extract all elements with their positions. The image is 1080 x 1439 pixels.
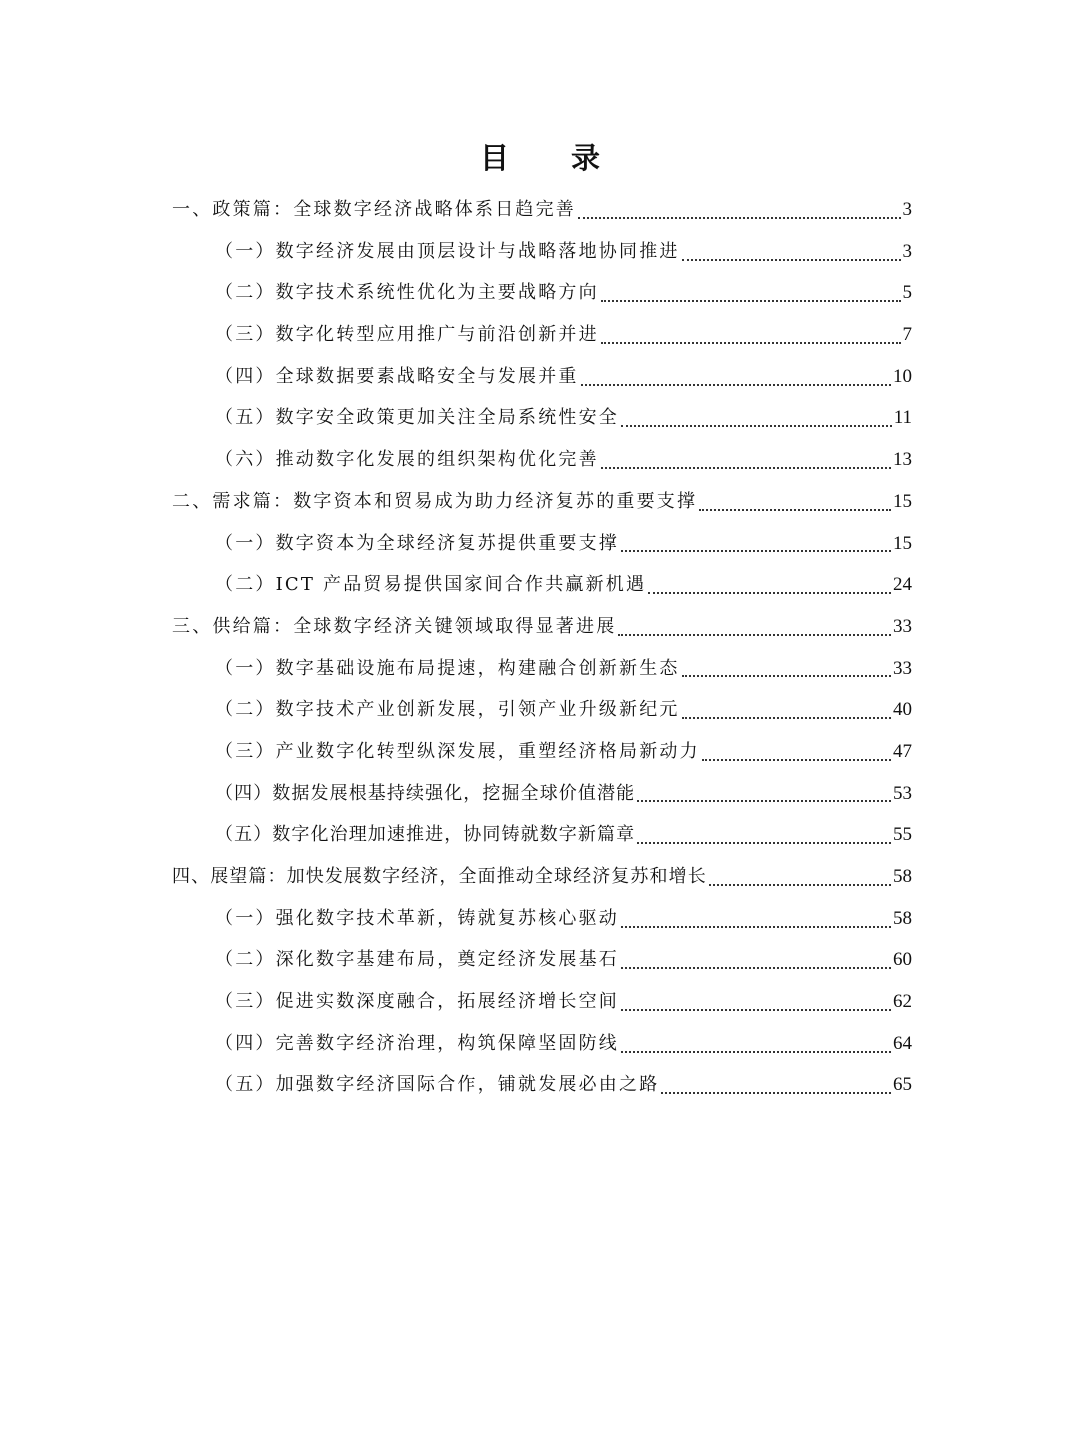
toc-entry-3-1[interactable] bbox=[172, 648, 912, 690]
toc-entry-text: （一）数字资本为全球经济复苏提供重要支撑 bbox=[215, 532, 619, 554]
toc-page-number: 58 bbox=[893, 907, 912, 929]
toc-entry-4-3[interactable] bbox=[172, 981, 912, 1023]
toc-page-number: 11 bbox=[893, 407, 912, 429]
toc-entry-text: （一）数字基础设施布局提速，构建融合创新新生态 bbox=[215, 657, 680, 679]
toc-entry-part-1[interactable] bbox=[172, 189, 912, 231]
dot-leader bbox=[621, 926, 891, 928]
dot-leader bbox=[648, 592, 891, 594]
toc-entry-text: （五）加强数字经济国际合作，铺就发展必由之路 bbox=[215, 1074, 660, 1096]
toc-entry-2-2[interactable] bbox=[172, 564, 912, 606]
dot-leader bbox=[601, 467, 891, 469]
toc-title: 目 录 bbox=[479, 141, 627, 175]
dot-leader bbox=[621, 425, 892, 427]
toc-entry-1-1[interactable] bbox=[172, 231, 912, 273]
toc-entry-part-2[interactable] bbox=[172, 481, 912, 523]
toc-entry-3-4[interactable] bbox=[172, 773, 912, 815]
toc-page-number: 53 bbox=[893, 782, 912, 804]
toc-entry-text: （三）产业数字化转型纵深发展，重塑经济格局新动力 bbox=[215, 740, 700, 762]
toc-entry-2-1[interactable] bbox=[172, 523, 912, 565]
toc-entry-4-4[interactable] bbox=[172, 1023, 912, 1065]
toc-page-number: 33 bbox=[893, 657, 912, 679]
dot-leader bbox=[699, 509, 891, 511]
dot-leader bbox=[682, 675, 891, 677]
dot-leader bbox=[581, 384, 891, 386]
dot-leader bbox=[682, 259, 901, 261]
toc-entry-3-3[interactable] bbox=[172, 731, 912, 773]
toc-entry-3-2[interactable] bbox=[172, 689, 912, 731]
toc-page-number: 3 bbox=[902, 240, 912, 262]
toc-entry-3-5[interactable] bbox=[172, 814, 912, 856]
toc-entry-text: （一）强化数字技术革新，铸就复苏核心驱动 bbox=[215, 907, 619, 929]
dot-leader bbox=[621, 550, 891, 552]
toc-entry-4-5[interactable] bbox=[172, 1064, 912, 1106]
toc-page-number: 15 bbox=[893, 532, 912, 554]
toc-page-number: 13 bbox=[893, 449, 912, 471]
toc-page-number: 33 bbox=[893, 615, 912, 637]
toc-entry-text: 一、政策篇：全球数字经济战略体系日趋完善 bbox=[172, 199, 576, 220]
dot-leader bbox=[621, 1009, 891, 1011]
toc-entry-1-3[interactable] bbox=[172, 314, 912, 356]
toc-entry-text: 四、展望篇：加快发展数字经济，全面推动全球经济复苏和增长 bbox=[172, 866, 707, 887]
dot-leader bbox=[578, 217, 901, 219]
toc-entry-text: 三、供给篇：全球数字经济关键领域取得显著进展 bbox=[172, 615, 617, 637]
toc-entry-text: 二、需求篇：数字资本和贸易成为助力经济复苏的重要支撑 bbox=[172, 490, 698, 512]
dot-leader bbox=[661, 1092, 891, 1094]
toc-page-number: 24 bbox=[893, 574, 912, 596]
toc-entry-text: （二）ICT 产品贸易提供国家间合作共赢新机遇 bbox=[215, 574, 647, 596]
toc-entry-text: （三）促进实数深度融合，拓展经济增长空间 bbox=[215, 991, 619, 1013]
toc-page-number: 5 bbox=[902, 282, 912, 304]
toc-page-number: 60 bbox=[893, 949, 912, 971]
toc-list bbox=[172, 189, 912, 1106]
toc-entry-text: （四）全球数据要素战略安全与发展并重 bbox=[215, 365, 579, 387]
toc-entry-part-4[interactable] bbox=[172, 856, 912, 898]
toc-entry-text: （二）数字技术系统性优化为主要战略方向 bbox=[215, 282, 599, 304]
toc-page-number: 15 bbox=[893, 490, 912, 512]
toc-entry-text: （二）数字技术产业创新发展，引领产业升级新纪元 bbox=[215, 699, 680, 721]
toc-page-number: 65 bbox=[893, 1074, 912, 1096]
dot-leader bbox=[601, 300, 901, 302]
toc-entry-text: （四）完善数字经济治理，构筑保障坚固防线 bbox=[215, 1032, 619, 1054]
toc-entry-1-4[interactable] bbox=[172, 356, 912, 398]
toc-page-number: 7 bbox=[902, 324, 912, 346]
toc-entry-text: （四）数据发展根基持续强化，挖掘全球价值潜能 bbox=[215, 782, 636, 804]
toc-entry-1-5[interactable] bbox=[172, 397, 912, 439]
toc-entry-1-6[interactable] bbox=[172, 439, 912, 481]
toc-page-number: 58 bbox=[893, 866, 912, 887]
toc-page-number: 3 bbox=[902, 199, 912, 220]
dot-leader bbox=[618, 634, 891, 636]
toc-entry-part-3[interactable] bbox=[172, 606, 912, 648]
toc-entry-text: （二）深化数字基建布局，奠定经济发展基石 bbox=[215, 949, 619, 971]
dot-leader bbox=[682, 717, 891, 719]
toc-page-number: 47 bbox=[893, 740, 912, 762]
dot-leader bbox=[637, 842, 891, 844]
toc-entry-text: （五）数字化治理加速推进，协同铸就数字新篇章 bbox=[215, 824, 636, 846]
dot-leader bbox=[709, 884, 891, 886]
toc-entry-text: （一）数字经济发展由顶层设计与战略落地协同推进 bbox=[215, 240, 680, 262]
toc-page-number: 55 bbox=[893, 824, 912, 846]
toc-page-number: 64 bbox=[893, 1032, 912, 1054]
dot-leader bbox=[637, 800, 891, 802]
toc-entry-text: （三）数字化转型应用推广与前沿创新并进 bbox=[215, 324, 599, 346]
toc-entry-4-2[interactable] bbox=[172, 939, 912, 981]
toc-page-number: 10 bbox=[893, 365, 912, 387]
toc-entry-4-1[interactable] bbox=[172, 898, 912, 940]
toc-entry-text: （五）数字安全政策更加关注全局系统性安全 bbox=[215, 407, 619, 429]
toc-entry-1-2[interactable] bbox=[172, 272, 912, 314]
dot-leader bbox=[702, 759, 891, 761]
toc-page-number: 40 bbox=[893, 699, 912, 721]
toc-page-number: 62 bbox=[893, 991, 912, 1013]
toc-entry-text: （六）推动数字化发展的组织架构优化完善 bbox=[215, 449, 599, 471]
dot-leader bbox=[601, 342, 901, 344]
dot-leader bbox=[621, 1051, 891, 1053]
dot-leader bbox=[621, 967, 891, 969]
